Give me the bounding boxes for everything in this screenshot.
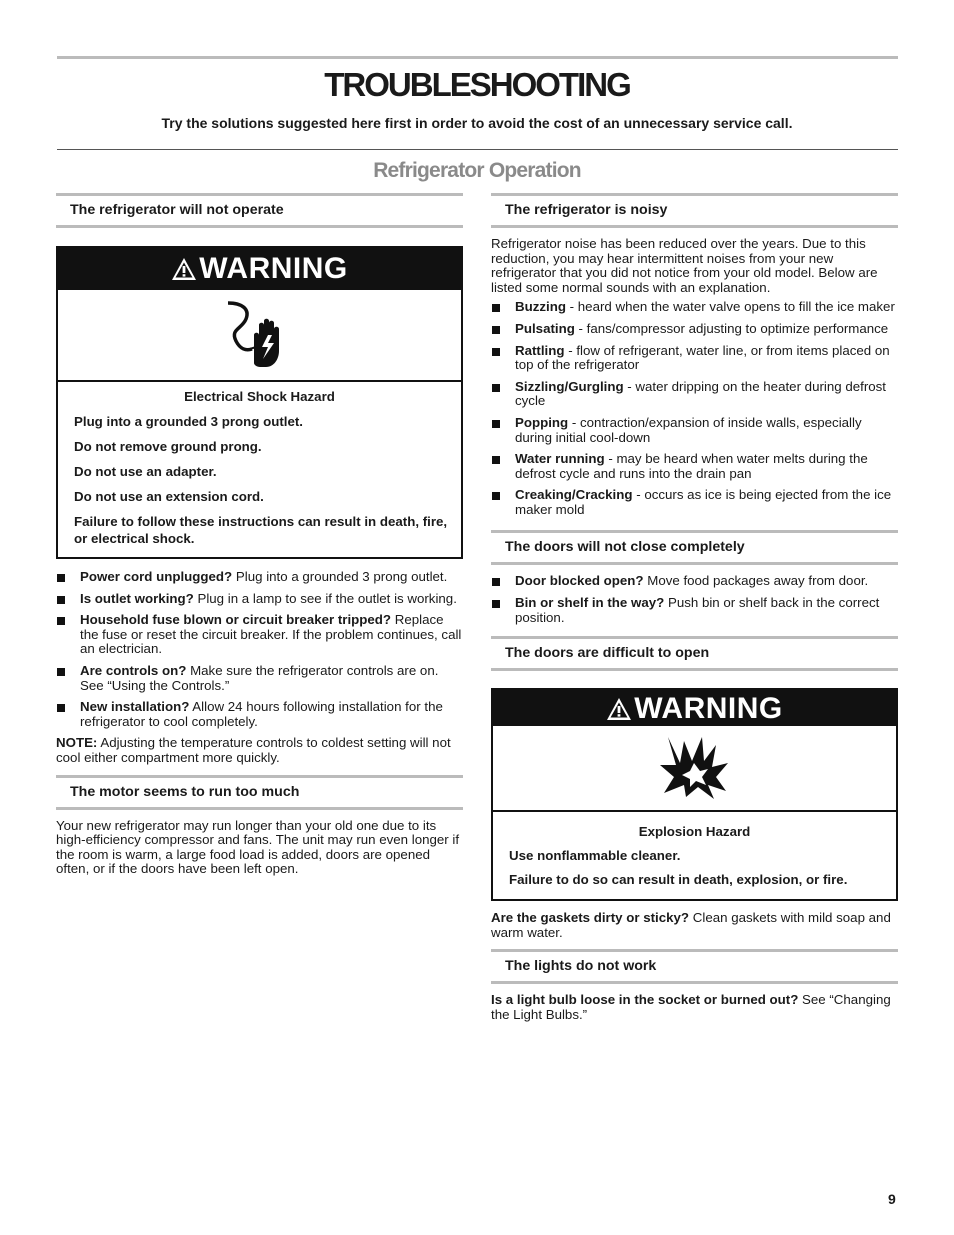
left-column bbox=[56, 193, 463, 877]
intro-text: Try the solutions suggested here first in order to avoid the cost of an unnecessary service call. bbox=[161, 115, 793, 131]
operate-checklist bbox=[56, 570, 463, 729]
warning-line: Do not remove ground prong. bbox=[74, 439, 262, 454]
warning-triangle-icon bbox=[606, 697, 632, 721]
doors-close-list bbox=[491, 574, 898, 626]
list-item: Pulsating - fans/compressor adjusting to optimize performance bbox=[491, 322, 898, 337]
list-item: Is outlet working? Plug in a lamp to see if the outlet is working. bbox=[56, 592, 463, 607]
warning-line: Failure to follow these instructions can result in death, fire, or electrical shock. bbox=[74, 514, 448, 546]
electrical-shock-hand-icon bbox=[224, 299, 296, 371]
heading-motor: The motor seems to run too much bbox=[56, 775, 463, 810]
gaskets-text: Are the gaskets dirty or sticky? Clean gaskets with mild soap and warm water. bbox=[491, 910, 891, 940]
hazard-title: Electrical Shock Hazard bbox=[184, 389, 335, 404]
noisy-intro: Refrigerator noise has been reduced over the years. Due to this reduction, you may hear intermittent noises from your new refrigerator that you did not notice from your old model. Below are listed some normal sounds with an explanation. bbox=[491, 236, 878, 295]
warning-triangle-icon bbox=[171, 257, 197, 281]
shock-icon-panel bbox=[58, 290, 461, 382]
shock-warning-box bbox=[56, 246, 463, 559]
heading-doors-open: The doors are difficult to open bbox=[491, 636, 898, 671]
warning-line: Plug into a grounded 3 prong outlet. bbox=[74, 414, 303, 429]
warning-line: Do not use an extension cord. bbox=[74, 489, 264, 504]
warning-line: Failure to do so can result in death, explosion, or fire. bbox=[509, 872, 848, 888]
page-number: 9 bbox=[888, 1191, 896, 1207]
warning-label: WARNING bbox=[634, 692, 783, 726]
lights-text: Is a light bulb loose in the socket or burned out? See “Changing the Light Bulbs.” bbox=[491, 992, 891, 1023]
heading-doors-close: The doors will not close completely bbox=[491, 530, 898, 565]
heading-noisy: The refrigerator is noisy bbox=[491, 193, 898, 228]
heading-lights: The lights do not work bbox=[491, 949, 898, 984]
hazard-title: Explosion Hazard bbox=[638, 824, 751, 840]
list-item: Creaking/Cracking - occurs as ice is being ejected from the ice maker mold bbox=[491, 488, 898, 517]
list-item: Water running - may be heard when water melts during the defrost cycle and runs into the drain pan bbox=[491, 452, 898, 481]
list-item: Household fuse blown or circuit breaker tripped? Replace the fuse or reset the circuit breaker. If the problem continues, call an electrician. bbox=[56, 613, 463, 657]
heading-will-not-operate: The refrigerator will not operate bbox=[56, 193, 463, 228]
explosion-warning-box bbox=[491, 688, 898, 901]
list-item: Sizzling/Gurgling - water dripping on the heater during defrost cycle bbox=[491, 380, 898, 409]
list-item: Door blocked open? Move food packages away from door. bbox=[491, 574, 898, 589]
list-item: Are controls on? Make sure the refrigerator controls are on. See “Using the Controls.” bbox=[56, 664, 463, 693]
list-item: New installation? Allow 24 hours following installation for the refrigerator to cool completely. bbox=[56, 700, 463, 729]
top-rule bbox=[57, 56, 898, 59]
list-item: Buzzing - heard when the water valve opens to fill the ice maker bbox=[491, 300, 898, 315]
list-item: Popping - contraction/expansion of inside walls, especially during initial cool-down bbox=[491, 416, 898, 445]
warning-banner bbox=[58, 248, 461, 290]
list-item: Power cord unplugged? Plug into a grounded 3 prong outlet. bbox=[56, 570, 463, 585]
warning-line: Do not use an adapter. bbox=[74, 464, 217, 479]
list-item: Bin or shelf in the way? Push bin or shelf back in the correct position. bbox=[491, 596, 898, 625]
list-item: Rattling - flow of refrigerant, water line, or from items placed on top of the refrigerator bbox=[491, 344, 898, 373]
warning-line: Use nonflammable cleaner. bbox=[509, 848, 681, 864]
warning-banner bbox=[493, 690, 896, 726]
warning-label: WARNING bbox=[199, 252, 348, 285]
shock-warning-body bbox=[58, 382, 461, 557]
explosion-warning-body bbox=[493, 812, 896, 899]
motor-text: Your new refrigerator may run longer than your old one due to its high-efficiency compressor and fans. The unit may run even longer if the room is warm, a large food load is added, doors are opened often, or if the doors have been left open. bbox=[56, 817, 460, 877]
noise-list bbox=[491, 300, 898, 517]
explosion-icon-panel bbox=[493, 726, 896, 812]
page-title: TROUBLESHOOTING bbox=[324, 66, 630, 103]
section-rule bbox=[57, 149, 898, 150]
right-column bbox=[491, 193, 898, 1023]
note-text: NOTE: Adjusting the temperature controls to coldest setting will not cool either compartment more quickly. bbox=[56, 735, 451, 765]
explosion-icon bbox=[660, 735, 730, 801]
section-title: Refrigerator Operation bbox=[373, 159, 581, 182]
